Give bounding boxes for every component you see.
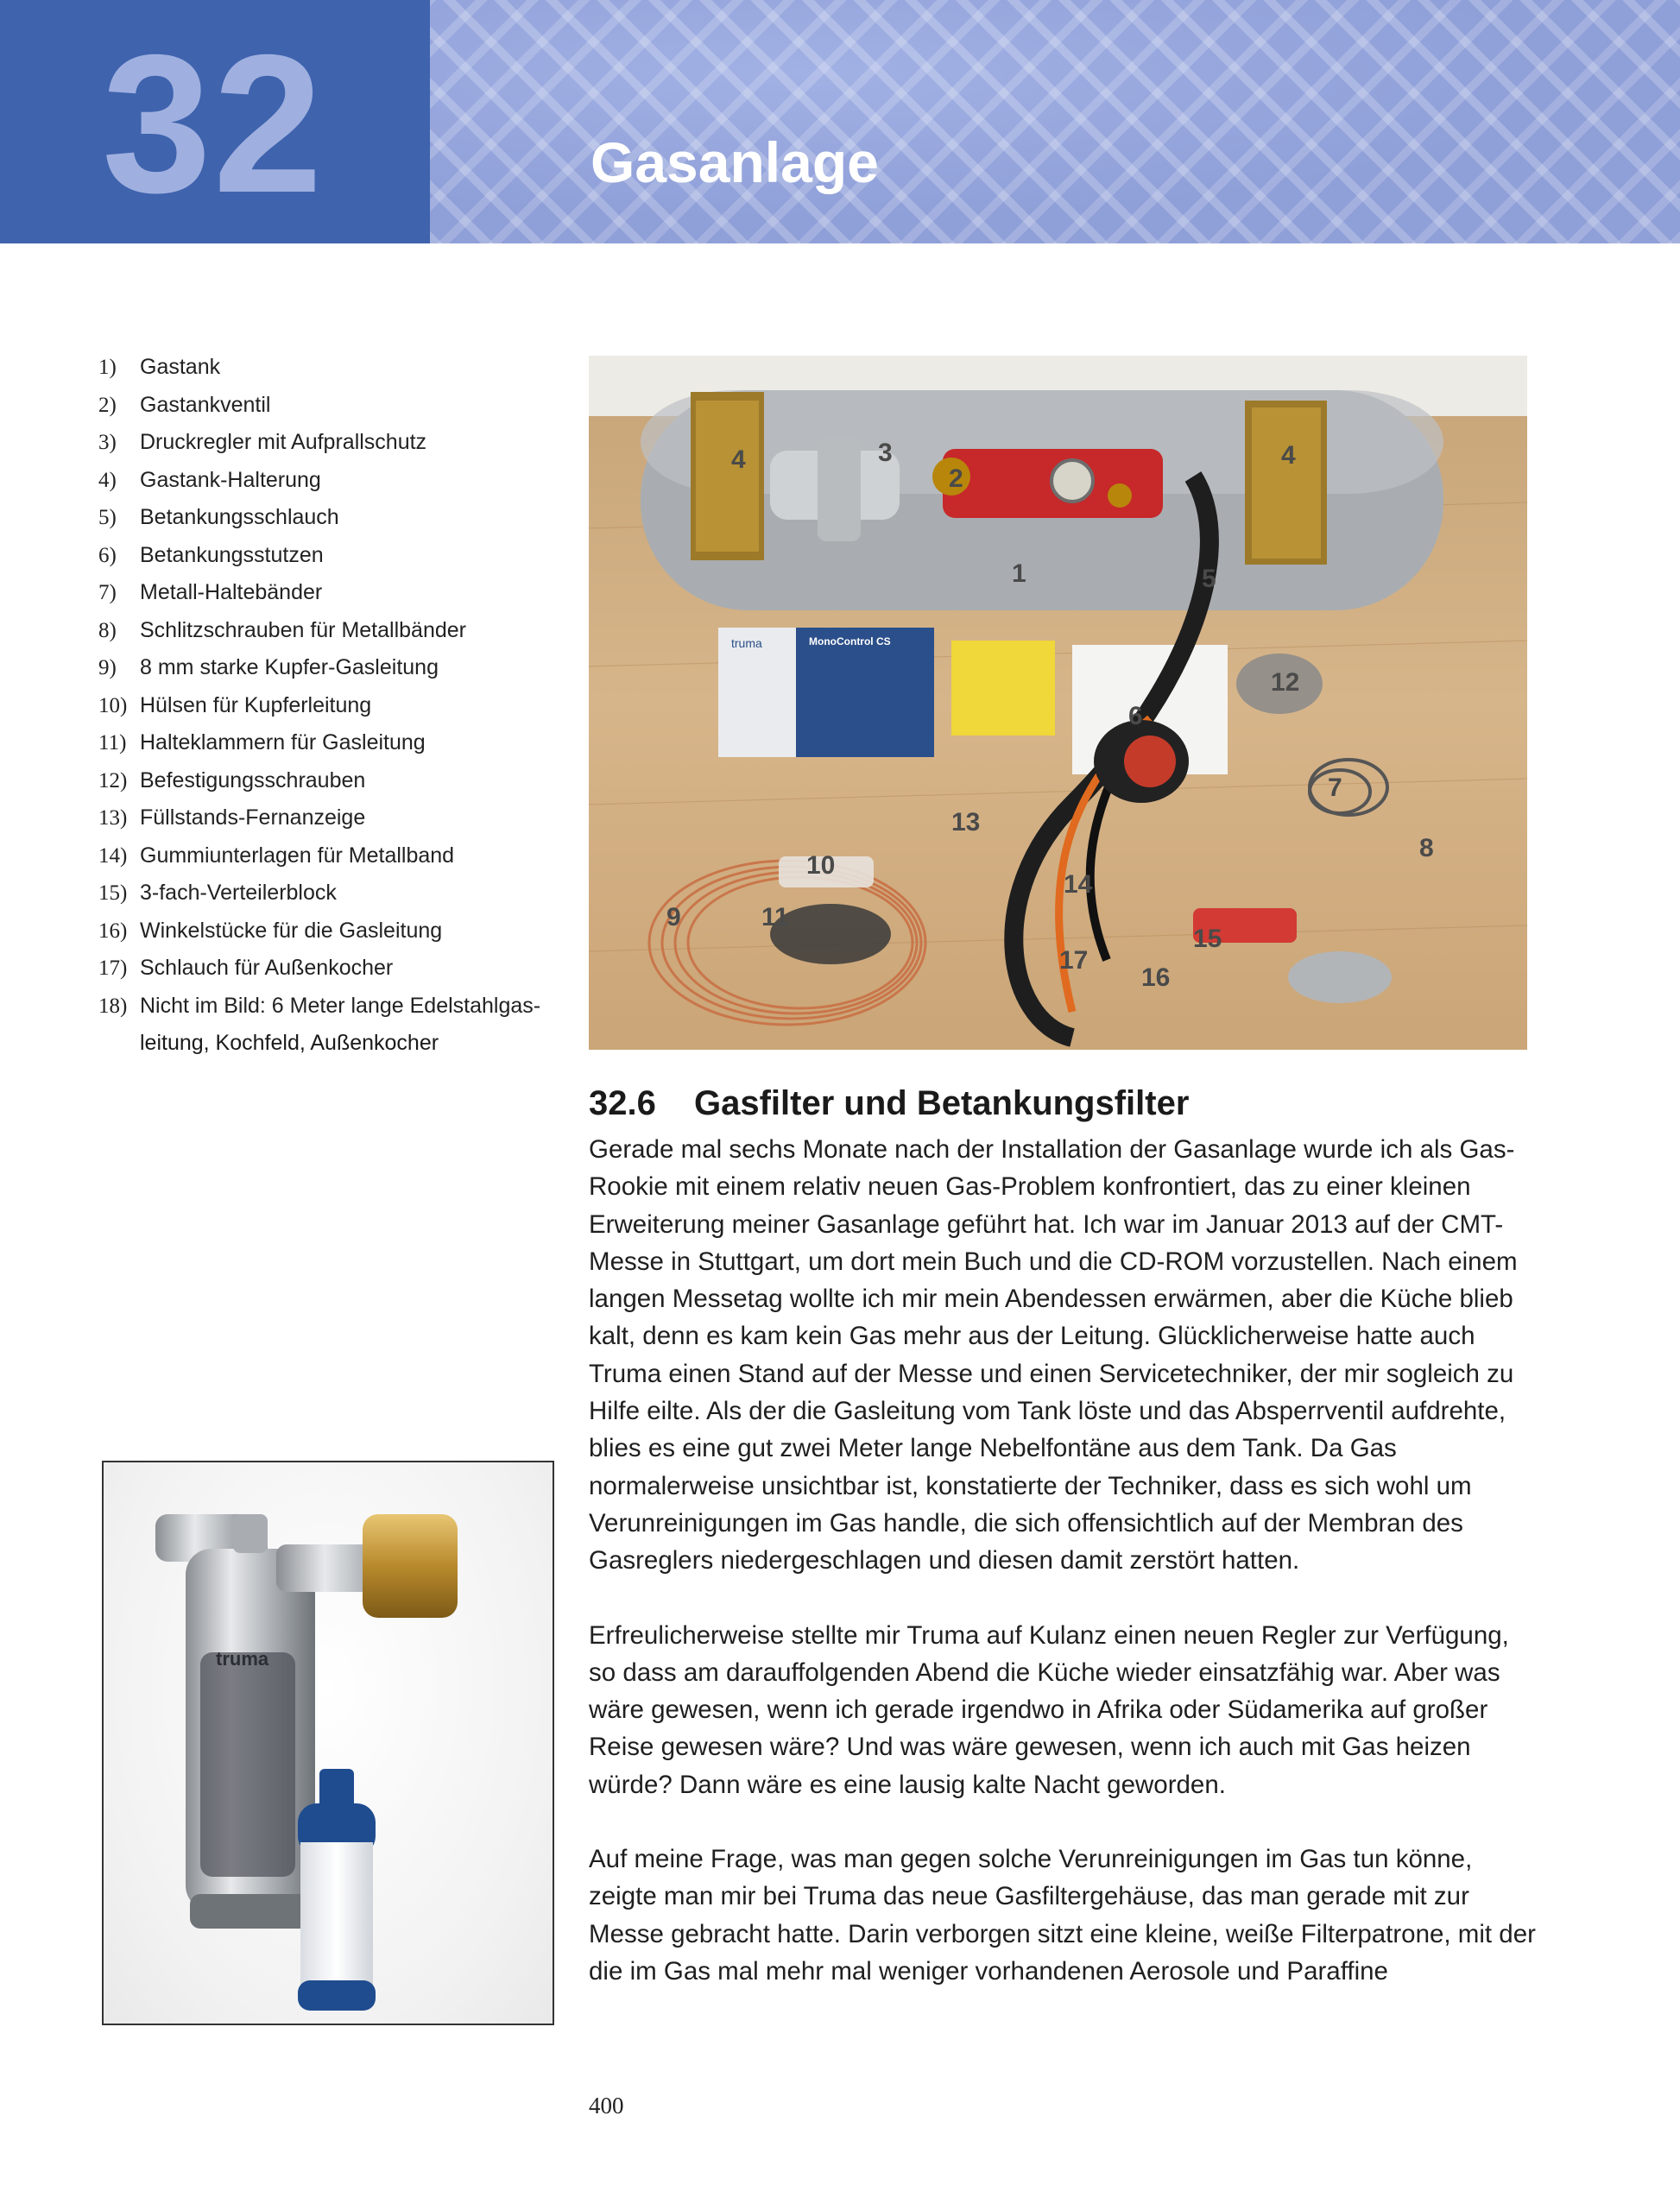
list-item <box>98 612 565 650</box>
list-item-number: 7) <box>98 581 117 604</box>
list-item <box>98 537 565 575</box>
list-item <box>98 762 565 800</box>
list-item-label: Füllstands-Fernanzeige <box>140 805 366 830</box>
chapter-number: 32 <box>102 15 325 234</box>
list-item-label: Winkelstücke für die Gasleitung <box>140 918 443 943</box>
list-item-number: 12) <box>98 768 128 792</box>
callout-16: 16 <box>1141 963 1171 992</box>
body-text <box>589 1131 1538 2027</box>
list-item-label: Hülsen für Kupferleitung <box>140 692 372 717</box>
callout-4-right: 4 <box>1281 441 1296 470</box>
list-item-number: 13) <box>98 806 128 830</box>
list-item-number: 3) <box>98 431 117 454</box>
parts-list <box>98 349 565 1063</box>
section-heading <box>589 1084 1189 1123</box>
callout-11: 11 <box>761 903 789 931</box>
list-item-number: 16) <box>98 919 128 943</box>
section-title: Gasfilter und Betankungsfilter <box>694 1084 1190 1122</box>
list-item-label: Gastankventil <box>140 392 271 417</box>
callout-15: 15 <box>1193 925 1222 953</box>
callout-5: 5 <box>1202 565 1216 593</box>
list-item-label: Schlauch für Außenkocher <box>140 956 394 980</box>
list-item-label: Befestigungsschrauben <box>140 767 366 792</box>
callout-2: 2 <box>949 464 963 493</box>
list-item-label: Gummiunterlagen für Metallband <box>140 843 455 868</box>
callout-17: 17 <box>1059 946 1089 975</box>
callout-9: 9 <box>666 903 681 931</box>
list-item <box>98 462 565 500</box>
callout-10: 10 <box>806 851 836 880</box>
paragraph: Gerade mal sechs Monate nach der Installation der Gasanlage wurde ich als Gas-Rookie mit einem relativ neuen Gas-Problem konfrontiert, das zu einer kleinen Erweiterung meiner Gasanlage geführt hat. Ich war im Januar 2013 auf der CMT-Messe in Stuttgart, um dort mein Buch und die CD-ROM vorzustellen. Nach einem langen Messetag wollte ich mir mein Abendessen erwärmen, aber die Küche blieb kalt, denn es kam kein Gas mehr aus der Leitung. Glücklicherweise hatte auch Truma einen Stand auf der Messe und einen Servicetechniker, der mir sogleich zu Hilfe eilte. Als der die Gasleitung vom Tank löste und das Absperrventil aufdrehte, blies es eine gut zwei Meter lange Nebelfontäne aus dem Tank. Da Gas normalerweise unsichtbar ist, konstatierte der Techniker, dass es sich wohl um Verunreinigungen im Gas handle, die sich offensichtlich auf der Membran des Gasreglers niedergeschlagen und diesen damit zerstört hatten. <box>589 1135 1518 1575</box>
paragraph: Auf meine Frage, was man gegen solche Verunreinigungen im Gas tun könne, zeigte man mir bei Truma das neue Gasfiltergehäuse, das man gerade mit zur Messe gebracht hatte. Darin verborgen sitzt eine kleine, weiße Filterpatrone, mit der die im Gas mal mehr mal weniger vorhandenen Aerosole und Paraffine <box>589 1845 1536 1986</box>
list-item-number: 1) <box>98 356 117 379</box>
filter-brand-label: truma <box>216 1648 269 1670</box>
chapter-number-box <box>0 0 430 243</box>
list-item <box>98 837 565 875</box>
callout-7: 7 <box>1328 774 1342 802</box>
list-item-label: Nicht im Bild: 6 Meter lange Edelstahlgas- <box>140 993 541 1018</box>
callout-1: 1 <box>1012 559 1026 588</box>
list-item-label: 3-fach-Verteilerblock <box>140 881 337 905</box>
list-item-number: 14) <box>98 843 128 868</box>
box-brand: truma <box>731 636 762 650</box>
callout-6: 6 <box>1128 702 1143 730</box>
list-item-number: 9) <box>98 656 117 679</box>
list-item <box>98 875 565 912</box>
list-item-label: Betankungsstutzen <box>140 542 324 567</box>
list-item <box>98 988 565 1026</box>
list-item-label: Betankungsschlauch <box>140 505 339 529</box>
list-item-label: 8 mm starke Kupfer-Gasleitung <box>140 655 439 679</box>
list-item-label: Druckregler mit Aufprallschutz <box>140 430 427 454</box>
gas-filter-photo <box>102 1461 554 2025</box>
list-item <box>98 950 565 988</box>
list-item <box>98 349 565 387</box>
list-item-label: Schlitzschrauben für Metallbänder <box>140 617 466 642</box>
list-item-number: 8) <box>98 618 117 642</box>
list-item-number: 11) <box>98 731 127 755</box>
list-item-label: Metall-Haltebänder <box>140 580 323 604</box>
chapter-title-band <box>430 0 1680 243</box>
page-number: 400 <box>589 2093 624 2118</box>
list-item-label: Halteklammern für Gasleitung <box>140 730 426 755</box>
callout-4-left: 4 <box>731 445 746 474</box>
list-item-number: 15) <box>98 881 128 905</box>
list-item <box>98 574 565 612</box>
list-item <box>98 387 565 425</box>
callout-12: 12 <box>1271 668 1300 697</box>
list-item <box>98 649 565 687</box>
list-item-continuation <box>98 1025 565 1063</box>
box-product-name: MonoControl CS <box>809 635 891 647</box>
list-item <box>98 687 565 725</box>
section-number: 32.6 <box>589 1084 656 1122</box>
callout-3: 3 <box>878 439 893 467</box>
gas-kit-photo <box>589 356 1527 1050</box>
list-item <box>98 424 565 462</box>
callout-8: 8 <box>1419 834 1434 862</box>
callout-14: 14 <box>1064 870 1093 899</box>
list-item-number: 2) <box>98 393 117 417</box>
list-item-label-continuation: leitung, Kochfeld, Außenkocher <box>140 1031 439 1055</box>
list-item-number: 10) <box>98 693 128 717</box>
list-item-label: Gastank-Halterung <box>140 467 321 492</box>
list-item-number: 6) <box>98 543 117 567</box>
list-item-number: 5) <box>98 506 117 529</box>
callout-13: 13 <box>951 808 981 837</box>
list-item-label: Gastank <box>140 355 221 379</box>
list-item-number: 4) <box>98 468 117 492</box>
chapter-title: Gasanlage <box>591 130 879 194</box>
list-item <box>98 912 565 950</box>
list-item-number: 17) <box>98 957 128 980</box>
paragraph: Erfreulicherweise stellte mir Truma auf Kulanz einen neuen Regler zur Verfügung, so dass am darauffolgenden Abend die Küche wieder einsatzfähig war. Aber was wäre gewesen, wenn ich gerade irgendwo in Afrika oder Südamerika auf großer Reise gewesen wäre? Und was wäre gewesen, wenn ich auch mit Gas heizen würde? Dann wäre es eine lausig kalte Nacht geworden. <box>589 1620 1509 1799</box>
list-item <box>98 799 565 837</box>
list-item <box>98 724 565 762</box>
list-item <box>98 499 565 537</box>
list-item-number: 18) <box>98 994 128 1018</box>
